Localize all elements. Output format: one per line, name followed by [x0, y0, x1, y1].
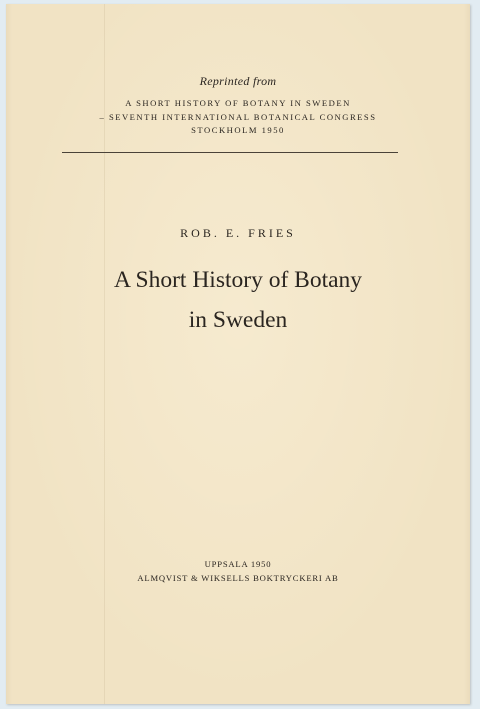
header-line-series: A SHORT HISTORY OF BOTANY IN SWEDEN	[125, 98, 351, 108]
reprinted-from-label: Reprinted from	[199, 74, 277, 88]
header-line-congress: – SEVENTH INTERNATIONAL BOTANICAL CONGRESS	[99, 111, 377, 122]
title-line-2: in Sweden	[188, 307, 288, 333]
header-divider	[62, 152, 398, 153]
imprint-printer: ALMQVIST & WIKSELLS BOKTRYCKERI AB	[137, 573, 339, 583]
imprint	[6, 557, 470, 585]
header-line-place: STOCKHOLM 1950	[191, 125, 285, 135]
author-name: ROB. E. FRIES	[180, 226, 296, 240]
book-cover	[6, 4, 470, 704]
title-line-1: A Short History of Botany	[113, 267, 363, 293]
imprint-place-year: UPPSALA 1950	[204, 559, 272, 569]
reprint-header	[6, 74, 470, 138]
book-title	[6, 260, 470, 340]
